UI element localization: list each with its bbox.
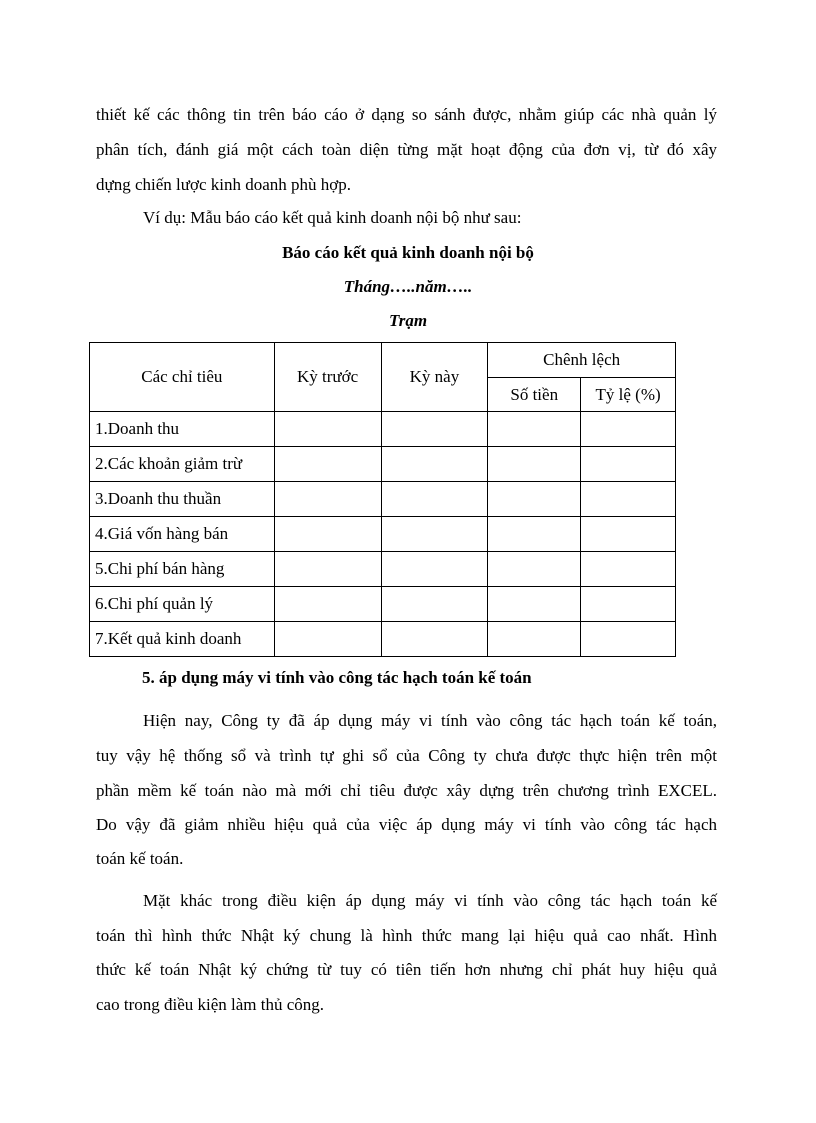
table-cell <box>381 447 488 482</box>
report-period: Tháng…..năm….. <box>343 277 473 296</box>
table-cell <box>381 622 488 657</box>
paragraph-line: Do vậy đã giảm nhiều hiệu quả của việc áp dụng máy vi tính vào công tác hạch <box>96 815 717 834</box>
section-heading: 5. áp dụng máy vi tính vào công tác hạch toán kế toán <box>142 668 532 687</box>
table-cell <box>274 482 381 517</box>
paragraph-line: Mặt khác trong điều kiện áp dụng máy vi tính vào công tác hạch toán kế <box>143 891 717 910</box>
paragraph-line: phần mềm kế toán nào mà mới chỉ tiêu được xây dựng trên chương trình EXCEL. <box>96 781 717 800</box>
header-current-period: Kỳ này <box>381 343 488 412</box>
paragraph-line: toán thì hình thức Nhật ký chung là hình thức mang lại hiệu quả cao nhất. Hình <box>96 926 717 945</box>
table-cell <box>274 587 381 622</box>
paragraph-line: thiết kế các thông tin trên báo cáo ở dạng so sánh được, nhằm giúp các nhà quản lý <box>96 105 717 124</box>
paragraph-line: thức kế toán Nhật ký chứng từ tuy có tiên tiến hơn nhưng chỉ phát huy hiệu quả <box>96 960 717 979</box>
header-previous-period: Kỳ trước <box>274 343 381 412</box>
table-row <box>90 482 676 517</box>
paragraph-line: tuy vậy hệ thống sổ và trình tự ghi sổ của Công ty chưa được thực hiện trên một <box>96 746 717 765</box>
table-cell <box>381 482 488 517</box>
paragraph-line: dựng chiến lược kinh doanh phù hợp. <box>96 175 352 194</box>
table-row <box>90 622 676 657</box>
row-label: 3.Doanh thu thuần <box>90 482 275 517</box>
table-cell <box>274 552 381 587</box>
table-cell <box>488 412 581 447</box>
table-row <box>90 587 676 622</box>
table-cell <box>581 517 676 552</box>
header-amount: Số tiền <box>488 378 581 412</box>
table-cell <box>488 447 581 482</box>
report-station: Trạm <box>388 311 428 330</box>
table-cell <box>581 587 676 622</box>
table-cell <box>488 517 581 552</box>
paragraph-line: cao trong điều kiện làm thủ công. <box>96 995 325 1014</box>
table-cell <box>488 552 581 587</box>
table-cell <box>274 412 381 447</box>
table-cell <box>581 447 676 482</box>
header-ratio: Tỷ lệ (%) <box>581 378 676 412</box>
table-cell <box>581 552 676 587</box>
row-label: 4.Giá vốn hàng bán <box>90 517 275 552</box>
example-line: Ví dụ: Mẫu báo cáo kết quả kinh doanh nội bộ như sau: <box>143 208 522 227</box>
header-indicators: Các chỉ tiêu <box>90 343 275 412</box>
paragraph-line: toán kế toán. <box>96 849 184 868</box>
table-cell <box>381 552 488 587</box>
row-label: 5.Chi phí bán hàng <box>90 552 275 587</box>
row-label: 1.Doanh thu <box>90 412 275 447</box>
table-cell <box>488 587 581 622</box>
table-row <box>90 412 676 447</box>
table-cell <box>274 447 381 482</box>
table-cell <box>488 622 581 657</box>
paragraph-line: Hiện nay, Công ty đã áp dụng máy vi tính vào công tác hạch toán kế toán, <box>143 711 717 730</box>
table-row <box>90 447 676 482</box>
row-label: 6.Chi phí quản lý <box>90 587 275 622</box>
table-row <box>90 552 676 587</box>
table-cell <box>581 412 676 447</box>
table-header-row <box>90 343 676 378</box>
row-label: 7.Kết quả kinh doanh <box>90 622 275 657</box>
report-table <box>89 342 676 657</box>
report-title: Báo cáo kết quả kinh doanh nội bộ <box>282 243 534 262</box>
table-cell <box>581 622 676 657</box>
table-cell <box>274 517 381 552</box>
header-difference: Chênh lệch <box>488 343 676 378</box>
table-cell <box>488 482 581 517</box>
table-cell <box>381 517 488 552</box>
row-label: 2.Các khoản giảm trừ <box>90 447 275 482</box>
table-cell <box>581 482 676 517</box>
table-row <box>90 517 676 552</box>
table-cell <box>381 587 488 622</box>
paragraph-line: phân tích, đánh giá một cách toàn diện từng mặt hoạt động của đơn vị, từ đó xây <box>96 140 717 159</box>
table-cell <box>274 622 381 657</box>
table-cell <box>381 412 488 447</box>
